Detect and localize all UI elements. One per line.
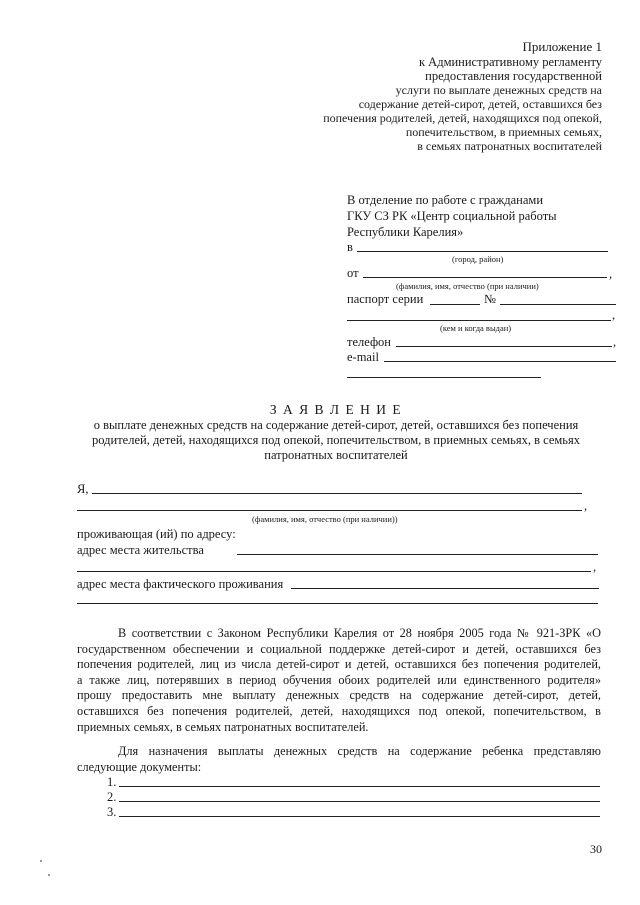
issued-hint: (кем и когда выдан)	[440, 323, 512, 333]
paragraph-line-4: а также лиц, потерявших в период обучения обоих родителей или единственного родителя»	[77, 672, 601, 687]
from-hint: (фамилия, имя, отчество (при наличии)	[396, 281, 539, 291]
actual-address-field[interactable]	[291, 588, 599, 589]
addressee-line-3: Республики Карелия»	[347, 225, 464, 239]
email-field[interactable]	[384, 361, 616, 362]
passport-no-label: №	[484, 292, 496, 306]
paragraph-line-6: оставшихся без попечения родителей, детей, находящихся под опекой, попечительством, в	[77, 703, 601, 718]
i-label: Я,	[77, 482, 89, 496]
document-item-1-field[interactable]	[119, 786, 600, 787]
header-line-7: в семьях патронатных воспитателей	[417, 139, 602, 153]
paragraph-line-2: государственном обеспечении и социальной поддержке детей-сирот и детей, оставшихся без	[77, 641, 601, 656]
residence-field[interactable]	[237, 554, 598, 555]
header-line-2: предоставления государственной	[425, 69, 602, 83]
residence-label: адрес места жительства	[77, 543, 204, 557]
document-item-2-field[interactable]	[119, 801, 600, 802]
document-item-2-number: 2.	[107, 790, 117, 804]
city-hint: (город, район)	[452, 254, 504, 264]
actual-address-label: адрес места фактического проживания	[77, 577, 284, 591]
statement-subtitle-1: о выплате денежных средств на содержание детей-сирот, детей, оставшихся без попечения	[93, 418, 579, 432]
name-comma: ,	[584, 499, 588, 513]
scan-speck	[48, 874, 50, 876]
statement-title: З А Я В Л Е Н И Е	[269, 402, 403, 417]
passport-comma: ,	[612, 308, 616, 322]
statement-subtitle-3: патронатных воспитателей	[264, 448, 408, 462]
documents-paragraph	[77, 744, 601, 775]
header-line-1: к Административному регламенту	[418, 55, 602, 69]
passport-series-field[interactable]	[430, 304, 480, 305]
addressee-line-2: ГКУ СЗ РК «Центр социальной работы	[347, 209, 557, 223]
phone-comma: ,	[613, 335, 617, 349]
from-field[interactable]	[363, 277, 607, 278]
document-item-3-number: 3.	[107, 805, 117, 819]
header-line-4: содержание детей-сирот, детей, оставшихся без	[358, 97, 602, 111]
from-comma: ,	[609, 267, 613, 281]
residence-comma: ,	[593, 560, 597, 574]
scan-speck	[40, 860, 42, 862]
document-item-1-number: 1.	[107, 775, 117, 789]
residing-label: проживающая (ий) по адресу:	[77, 527, 236, 541]
paragraph-line-1: В соответствии с Законом Республики Карелия от 28 ноября 2005 года № 921-ЗРК «О	[118, 626, 601, 640]
phone-label: телефон	[347, 335, 391, 349]
phone-field[interactable]	[396, 346, 612, 347]
paragraph-line-7: приемных семьях, в семьях патронатных воспитателей.	[77, 719, 369, 734]
passport-issued-field[interactable]	[347, 320, 611, 321]
appendix-title: Приложение 1	[522, 39, 602, 54]
actual-address-field-2[interactable]	[77, 603, 598, 604]
city-prefix: в	[347, 240, 353, 254]
passport-label: паспорт серии	[347, 292, 424, 306]
email-label: e-mail	[347, 350, 379, 364]
documents-line-2: следующие документы:	[77, 759, 202, 774]
residence-field-2[interactable]	[77, 571, 591, 572]
applicant-name-field-2[interactable]	[77, 510, 582, 511]
paragraph-line-3: попечения родителей, лиц из числа детей-сирот и детей, оставшихся без попечения родителей,	[77, 657, 601, 672]
addressee-line-1: В отделение по работе с гражданами	[347, 193, 544, 207]
header-line-6: попечительством, в приемных семьях,	[405, 125, 602, 139]
from-prefix: от	[347, 266, 359, 280]
name-hint: (фамилия, имя, отчество (при наличии))	[252, 514, 398, 524]
extra-line[interactable]	[347, 377, 541, 378]
header-line-5: попечения родителей, детей, находящихся под опекой,	[323, 111, 602, 125]
applicant-name-field[interactable]	[92, 493, 582, 494]
statement-subtitle-2: родителей, детей, находящихся под опекой, попечительством, в приемных семьях, в семьях	[92, 433, 580, 447]
paragraph-line-5: прошу предоставить мне выплату денежных средств на содержание детей-сирот, детей,	[77, 688, 601, 703]
city-field[interactable]	[357, 251, 608, 252]
page-number: 30	[590, 842, 602, 856]
documents-line-1: Для назначения выплаты денежных средств на содержание ребенка представляю	[118, 744, 601, 758]
document-item-3-field[interactable]	[119, 816, 600, 817]
body-paragraph	[77, 626, 601, 735]
header-line-3: услуги по выплате денежных средств на	[395, 83, 602, 97]
passport-number-field[interactable]	[500, 304, 616, 305]
